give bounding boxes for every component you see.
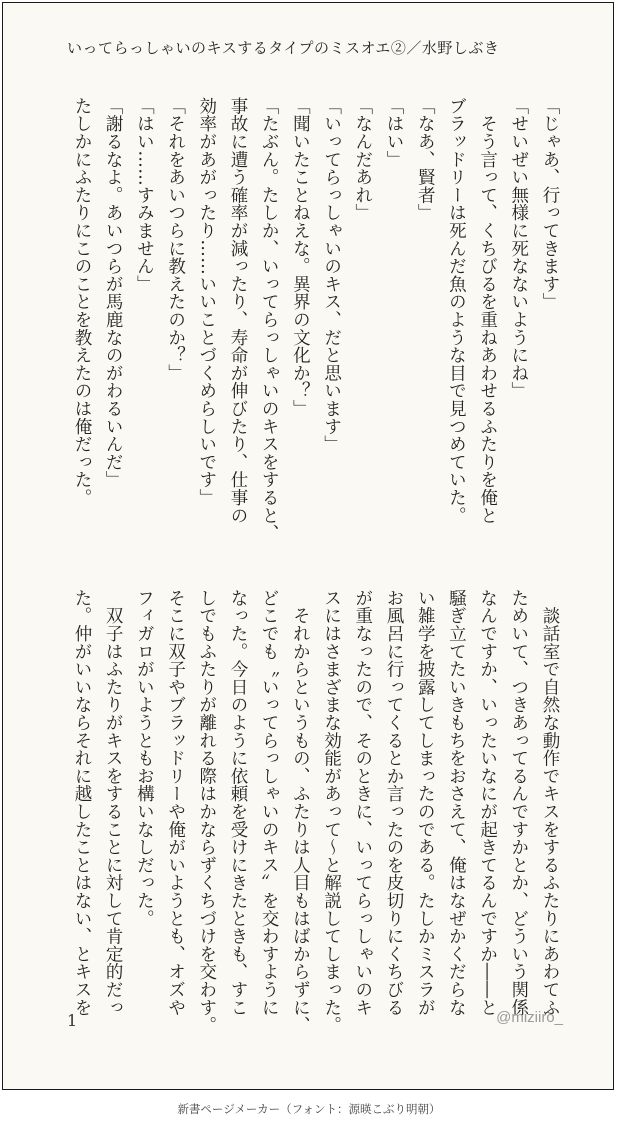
text-block-bottom — [53, 589, 565, 1034]
text-line: 「いってらっしゃいのキス、だと思います」 — [321, 97, 342, 453]
text-line: そう言って、くちびるを重ねあわせるふたりを俺と — [477, 97, 498, 525]
text-line: 談話室で自然な動作でキスをするふたりにあわてふ — [540, 589, 560, 1017]
text-line: 騒ぎ立てたいきもちをおさえて、俺はなぜかくだらな — [446, 589, 467, 1017]
generator-footer: 新書ページメーカー（フォント：源暎こぶり明朝） — [177, 1102, 441, 1116]
text-line: が重なったので、そのときに、いってらっしゃいのキ — [352, 589, 373, 1017]
page-number: 1 — [67, 1011, 78, 1030]
text-line: ためいて、つきあってるんですかとか、どういう関係 — [508, 589, 529, 1017]
text-line: スにはさまざまな効能があって～と解説してしまった。 — [321, 589, 342, 1034]
author-credit: @miziiro_ — [496, 1009, 563, 1026]
text-line: 「なあ、賢者」 — [415, 97, 436, 222]
text-line: 「じゃあ、行ってきます」 — [540, 97, 560, 311]
page-header-title: いってらっしゃいのキスするタイプのミスオエ②／水野しぶき — [67, 39, 500, 57]
text-block-top — [53, 97, 565, 542]
text-line: なった。今日のように依頼を受けにきたときも、すこ — [227, 589, 248, 1017]
manuscript-page — [2, 2, 614, 1090]
text-line: 「謝るなよ。あいつらが馬鹿なのがわるいんだ」 — [103, 97, 124, 489]
text-line: そこに双子やブラッドリーや俺がいようとも、オズや — [165, 589, 186, 1017]
text-line: 効率があがったり……いいことづくめらしいです」 — [196, 97, 217, 507]
text-line: 「はい」 — [383, 97, 404, 169]
text-line: どこでも〝いってらっしゃいのキス〟を交わすように — [259, 589, 280, 1017]
text-line: 「聞いたことねえな。異界の文化か？」 — [290, 97, 311, 418]
text-line: ブラッドリーは死んだ魚のような目で見つめていた。 — [446, 97, 467, 525]
text-line: 「なんだあれ」 — [352, 97, 373, 222]
text-line: それからというもの、ふたりは人目もはばからずに、 — [290, 589, 311, 1034]
text-line: フィガロがいようともお構いなしだった。 — [134, 589, 155, 928]
text-line: た。仲がいいならそれに越したことはない、とキスを — [71, 589, 92, 1017]
text-line: 「はい……すみません」 — [134, 97, 155, 293]
text-line: 双子はふたりがキスをすることに対して肯定的だっ — [103, 589, 124, 1017]
text-line: しでもふたりが離れる際はかならずくちづけを交わす。 — [196, 589, 217, 1034]
text-line: い雑学を披露してしまったのである。たしかミスラが — [415, 589, 436, 1017]
text-line: たしかにふたりにこのことを教えたのは俺だった。 — [71, 97, 92, 507]
text-line: なんですか、いったいなにが起きてるんですか――と — [477, 589, 498, 1017]
text-line: 「たぶん。たしか、いってらっしゃいのキスをすると、 — [259, 97, 280, 542]
text-line: お風呂に行ってくるとか言ったのを皮切りにくちびる — [383, 589, 404, 1017]
text-line: 事故に遭う確率が減ったり、寿命が伸びたり、仕事の — [227, 97, 248, 525]
text-line: 「それをあいつらに教えたのか？」 — [165, 97, 186, 382]
text-line: 「せいぜい無様に死なないようにね」 — [508, 97, 529, 400]
